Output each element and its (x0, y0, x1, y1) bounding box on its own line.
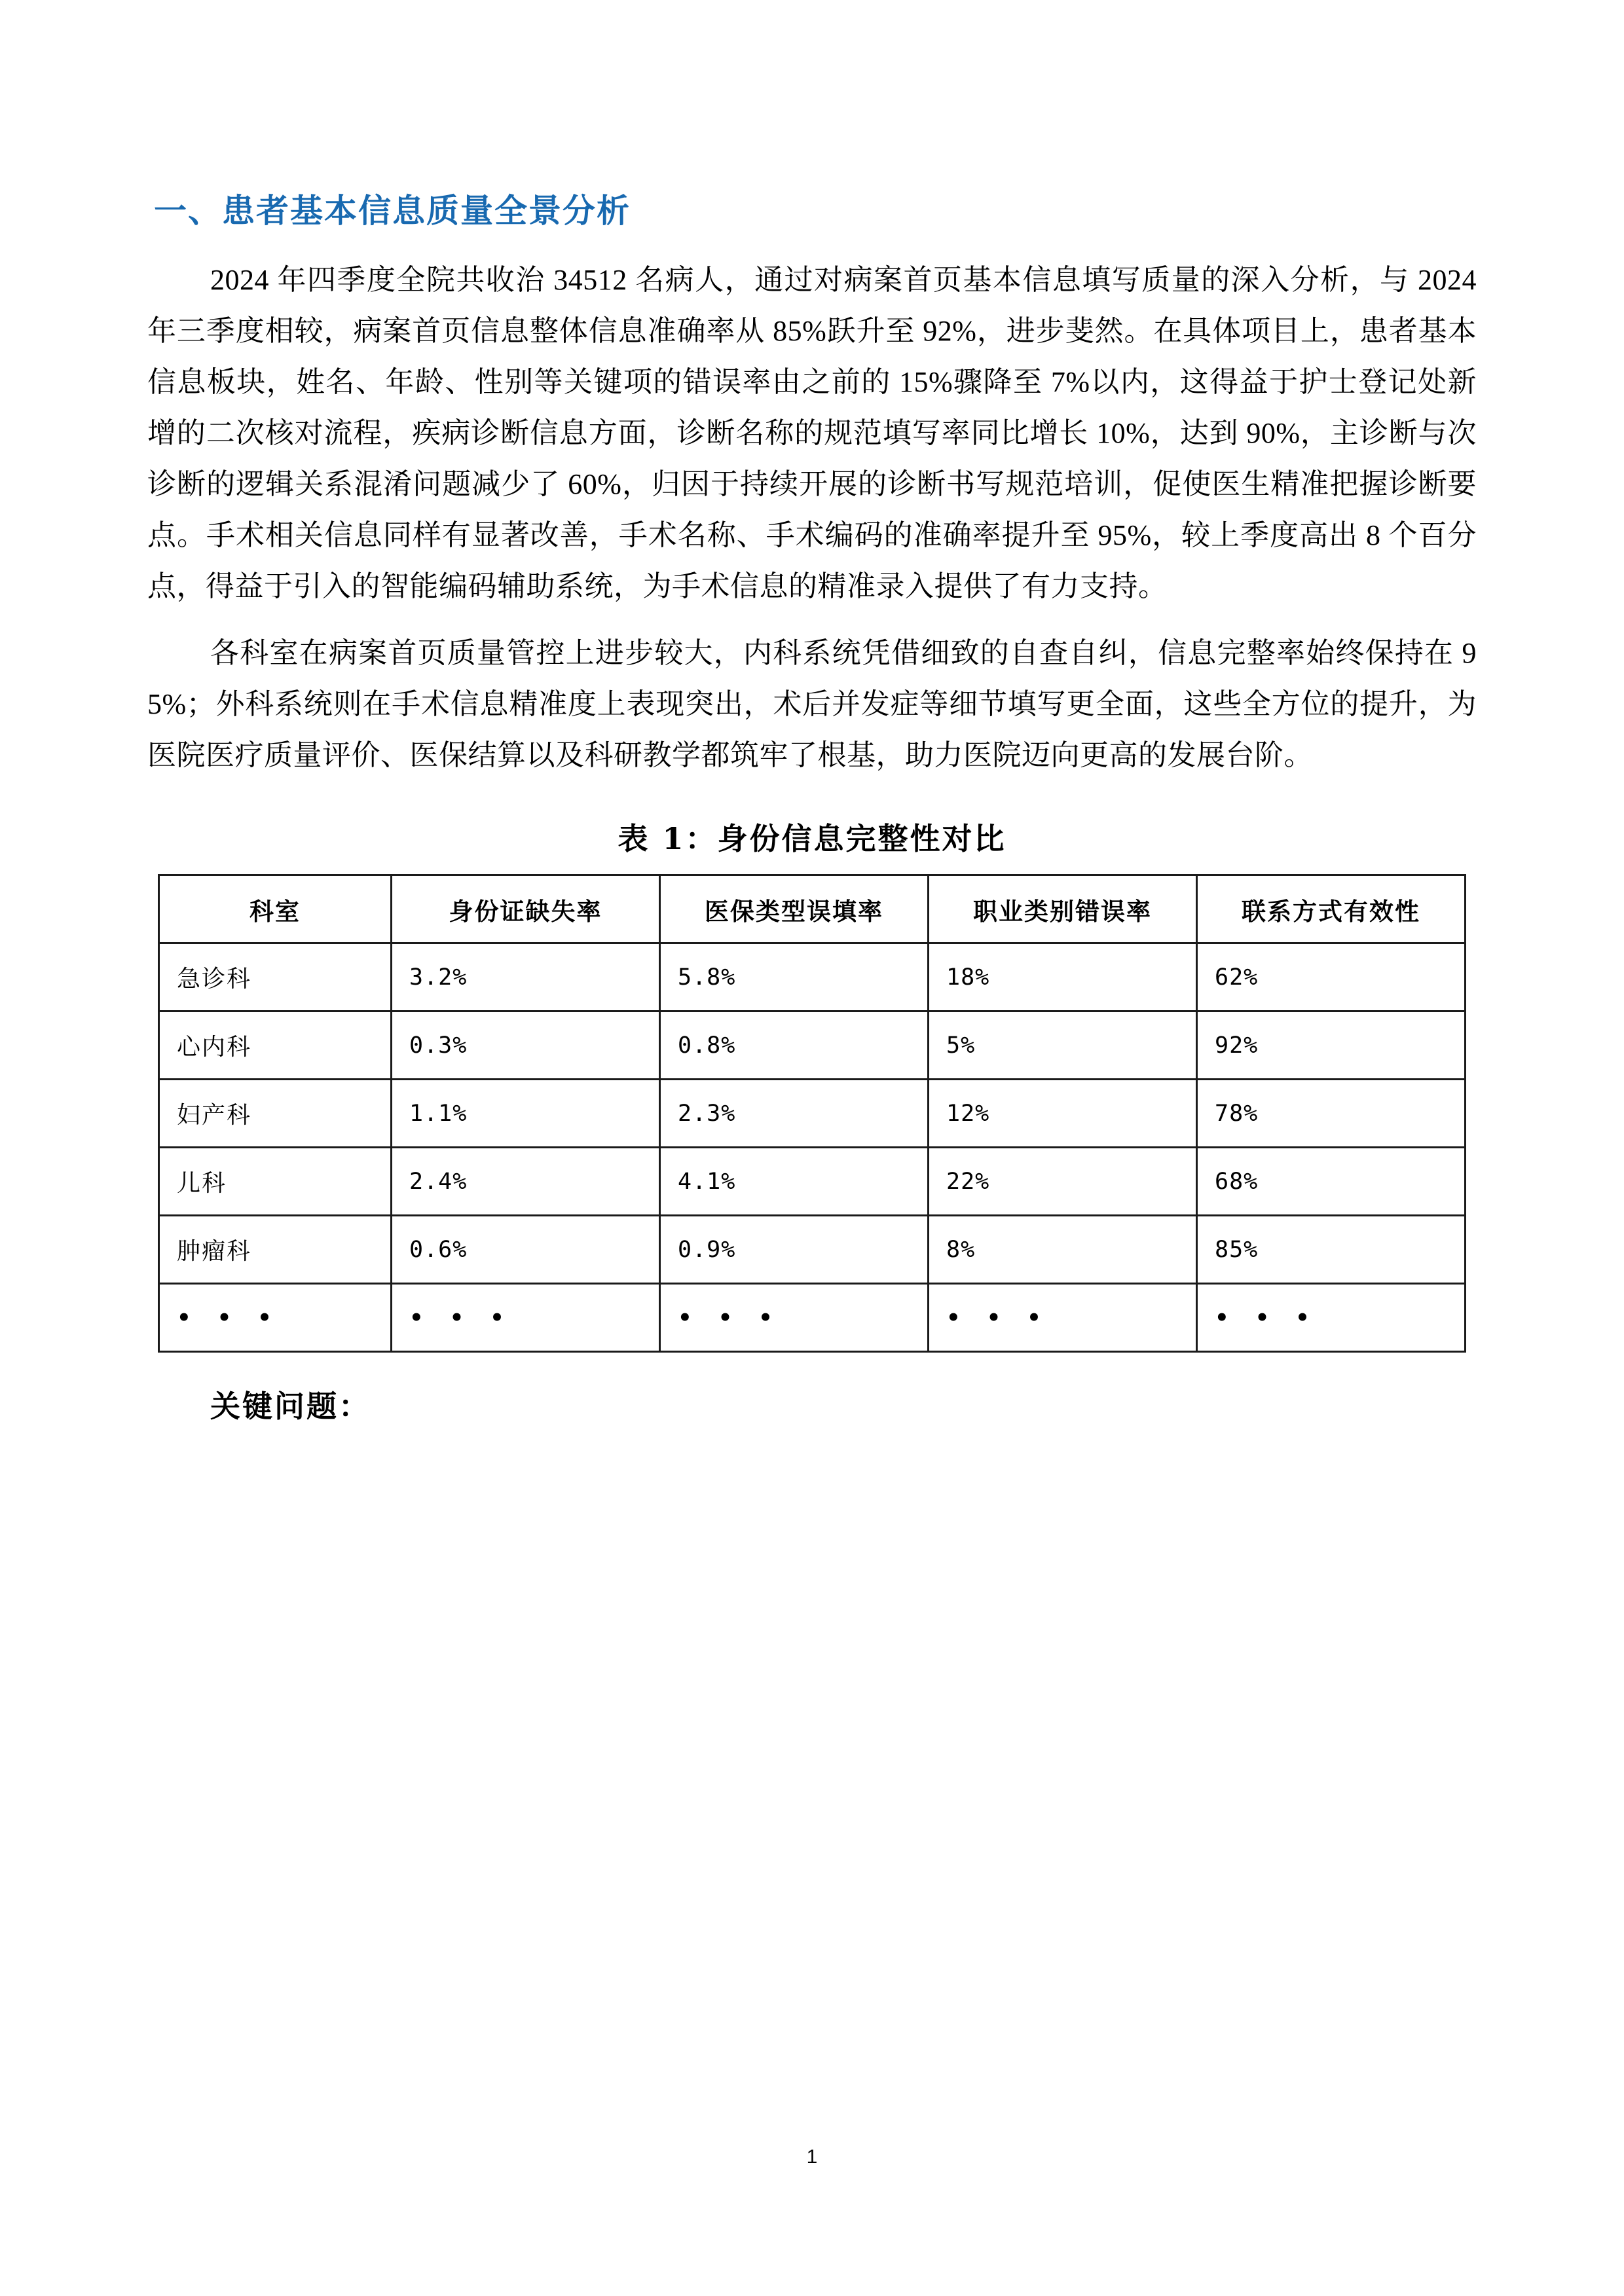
table-row (159, 1011, 1466, 1080)
table-cell-ellipsis: • • • (929, 1284, 1197, 1352)
table-cell-id-missing-rate: 2.4% (392, 1148, 660, 1216)
table-cell-ellipsis: • • • (1197, 1284, 1466, 1352)
page-title: 一、患者基本信息质量全景分析 (154, 192, 631, 229)
table-header-cell: 联系方式有效性 (1197, 875, 1466, 943)
table-cell-ellipsis: • • • (159, 1284, 392, 1352)
table-cell-department: 妇产科 (159, 1080, 392, 1148)
table-row (159, 1216, 1466, 1284)
table-header-cell: 医保类型误填率 (660, 875, 929, 943)
table-cell-id-missing-rate: 1.1% (392, 1080, 660, 1148)
table-cell-id-missing-rate: 3.2% (392, 943, 660, 1011)
table-cell-occupation-error-rate: 5% (929, 1011, 1197, 1080)
table-cell-contact-validity: 78% (1197, 1080, 1466, 1148)
table-row (159, 943, 1466, 1011)
table-header-cell: 科室 (159, 875, 392, 943)
table-header-cell: 职业类别错误率 (929, 875, 1197, 943)
table-cell-insurance-error-rate: 0.8% (660, 1011, 929, 1080)
table-cell-contact-validity: 68% (1197, 1148, 1466, 1216)
table-cell-id-missing-rate: 0.6% (392, 1216, 660, 1284)
table-cell-ellipsis: • • • (660, 1284, 929, 1352)
table-cell-contact-validity: 62% (1197, 943, 1466, 1011)
table-cell-id-missing-rate: 0.3% (392, 1011, 660, 1080)
table-cell-department: 儿科 (159, 1148, 392, 1216)
table-row-ellipsis (159, 1284, 1466, 1352)
table-cell-insurance-error-rate: 5.8% (660, 943, 929, 1011)
table-cell-occupation-error-rate: 12% (929, 1080, 1197, 1148)
table-header-cell: 身份证缺失率 (392, 875, 660, 943)
paragraph-department-performance: 各科室在病案首页质量管控上进步较大，内科系统凭借细致的自查自纠，信息完整率始终保持在 95%；外科系统则在手术信息精准度上表现突出，术后并发症等细节填写更全面，这些全方位的提升，为医院医疗质量评价、医保结算以及科研教学都筑牢了根基，助力医院迈向更高的发展台阶。 (147, 637, 1477, 771)
key-issues-heading: 关键问题： (210, 1389, 371, 1424)
table-cell-occupation-error-rate: 22% (929, 1148, 1197, 1216)
page-number: 1 (806, 2146, 818, 2168)
table-row (159, 1148, 1466, 1216)
table-cell-department: 肿瘤科 (159, 1216, 392, 1284)
table-cell-department: 心内科 (159, 1011, 392, 1080)
identity-info-table (158, 874, 1466, 1353)
table-cell-occupation-error-rate: 8% (929, 1216, 1197, 1284)
table-cell-insurance-error-rate: 0.9% (660, 1216, 929, 1284)
table-cell-contact-validity: 92% (1197, 1011, 1466, 1080)
table-header-row (159, 875, 1466, 943)
table-cell-ellipsis: • • • (392, 1284, 660, 1352)
table-cell-department: 急诊科 (159, 943, 392, 1011)
table-row (159, 1080, 1466, 1148)
table-cell-insurance-error-rate: 4.1% (660, 1148, 929, 1216)
table-cell-contact-validity: 85% (1197, 1216, 1466, 1284)
table-cell-occupation-error-rate: 18% (929, 943, 1197, 1011)
table-caption: 表 1：身份信息完整性对比 (618, 821, 1006, 856)
paragraph-patient-info-overview: 2024 年四季度全院共收治 34512 名病人，通过对病案首页基本信息填写质量的深入分析，与 2024 年三季度相较，病案首页信息整体信息准确率从 85%跃升至 92%，进步斐然。在具体项目上，患者基本信息板块，姓名、年龄、性别等关键项的错误率由之前的 15%骤降至 7%以内，这得益于护士登记处新增的二次核对流程，疾病诊断信息方面，诊断名称的规范填写率同比增长 10%，达到 90%，主诊断与次诊断的逻辑关系混淆问题减少了 60%，归因于持续开展的诊断书写规范培训，促使医生精准把握诊断要点。手术相关信息同样有显著改善，手术名称、手术编码的准确率提升至 95%，较上季度高出 8 个百分点，得益于引入的智能编码辅助系统，为手术信息的精准录入提供了有力支持。 (147, 264, 1477, 602)
table-cell-insurance-error-rate: 2.3% (660, 1080, 929, 1148)
